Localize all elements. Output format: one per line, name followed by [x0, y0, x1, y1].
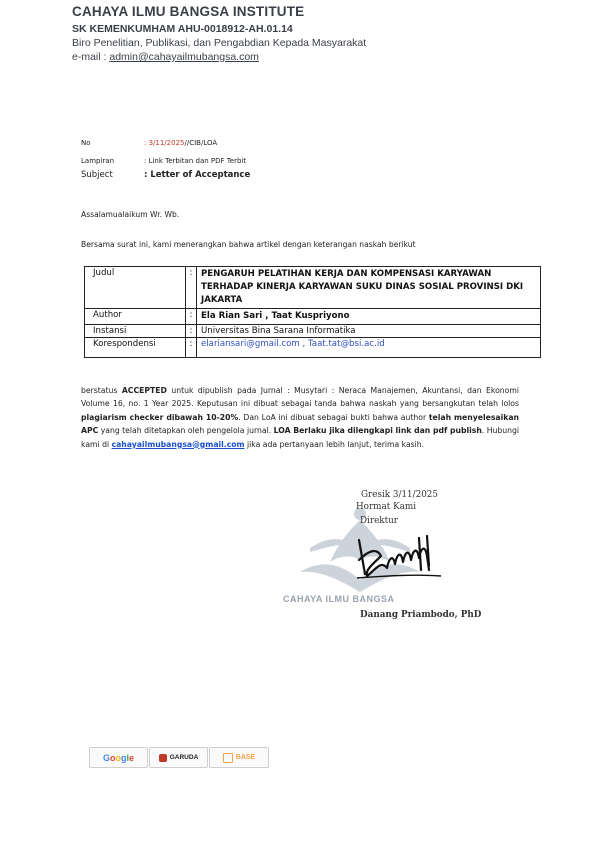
- row-label: Judul: [85, 267, 186, 309]
- signatory-name: Danang Priambodo, PhD: [360, 610, 482, 620]
- row-label: Korespondensi: [85, 338, 186, 358]
- director-signature: [355, 530, 445, 582]
- body-text: . Hubungi kami di: [81, 426, 519, 449]
- plagiarism-note: plagiarism checker dibawah 10-20%: [81, 412, 239, 422]
- body-text: jika ada pertanyaan lebih lanjut, terima kasih.: [244, 439, 425, 449]
- row-colon: :: [186, 325, 197, 338]
- greeting: Assalamualaikum Wr. Wb.: [81, 210, 180, 219]
- table-row: [85, 309, 541, 325]
- body-text: berstatus: [81, 386, 122, 395]
- registration-number: SK KEMENKUMHAM AHU-0018912-AH.01.14: [72, 23, 293, 35]
- garuda-badge[interactable]: [149, 747, 208, 768]
- body-text: yang telah ditetapkan oleh pengelola jurnal.: [98, 426, 274, 436]
- accepted-status: ACCEPTED: [121, 386, 167, 395]
- table-row: [85, 325, 541, 338]
- table-row: [85, 338, 541, 358]
- no-label: No: [81, 139, 91, 147]
- stamp-text: CAHAYA ILMU BANGSA: [283, 594, 395, 604]
- garuda-logo-icon: [159, 754, 167, 762]
- row-label: Author: [85, 309, 186, 325]
- garuda-label: GARUDA: [169, 754, 199, 761]
- row-colon: :: [186, 309, 197, 325]
- email-line: [72, 51, 259, 63]
- acceptance-paragraph: [81, 384, 519, 451]
- article-title: PENGARUH PELATIHAN KERJA DAN KOMPENSASI KARYAWAN TERHADAP KINERJA KARYAWAN SUKU DINAS SOSIAL PROVINSI DKI JAKARTA: [197, 267, 541, 309]
- row-colon: :: [186, 338, 197, 358]
- institute-name: CAHAYA ILMU BANGSA INSTITUTE: [72, 4, 305, 19]
- body-text: . Dan LoA ini dibuat sebagai bukti bahwa author: [238, 412, 429, 422]
- base-badge[interactable]: [209, 747, 269, 768]
- subject-label: Subject: [81, 170, 113, 180]
- unit-name: Biro Penelitian, Publikasi, dan Pengabdian Kepada Masyarakat: [72, 37, 367, 49]
- row-colon: :: [186, 267, 197, 309]
- google-scholar-badge[interactable]: [89, 747, 148, 768]
- email-link[interactable]: admin@cahayailmubangsa.com: [109, 51, 259, 63]
- base-logo-icon: [223, 753, 233, 763]
- row-label: Instansi: [85, 325, 186, 338]
- contact-email-link[interactable]: cahayailmubangsa@gmail.com: [111, 439, 245, 449]
- intro-text: Bersama surat ini, kami menerangkan bahwa artikel dengan keterangan naskah berikut: [81, 240, 416, 249]
- signature-position: Direktur: [360, 516, 399, 526]
- loa-note: LOA Berlaku jika dilengkapi link dan pdf publish: [273, 426, 482, 436]
- article-table: [84, 266, 541, 358]
- table-row: [85, 267, 541, 309]
- apc-note: telah menyelesaikan APC: [81, 412, 519, 436]
- base-label: BASE: [235, 754, 256, 761]
- article-authors: Ela Rian Sari , Taat Kuspriyono: [197, 309, 541, 325]
- google-logo-icon: Google: [102, 752, 135, 763]
- no-code: //CIB/LOA: [184, 139, 218, 147]
- signature-place-date: Gresik 3/11/2025: [361, 490, 438, 500]
- signature-regards: Hormat Kami: [356, 502, 417, 512]
- body-text: untuk dipublish pada Jurnal : Musytari : Neraca Manajemen, Akuntansi, dan Ekonomi Volume 16, no. 1 Year 2025. Keputusan ini dibuat sebagai tanda bahwa naskah yang bersangkutan telah lolos: [81, 386, 519, 409]
- no-value: [144, 139, 217, 147]
- lampiran-value: : Link Terbitan dan PDF Terbit: [144, 157, 247, 165]
- article-correspondence[interactable]: elariansari@gmail.com , Taat.tat@bsi.ac.id: [197, 338, 541, 358]
- lampiran-label: Lampiran: [81, 157, 115, 165]
- article-institution: Universitas Bina Sarana Informatika: [197, 325, 541, 338]
- no-date: : 3/11/2025: [144, 139, 185, 147]
- email-label: e-mail :: [72, 51, 107, 63]
- subject-value: : Letter of Acceptance: [144, 170, 251, 180]
